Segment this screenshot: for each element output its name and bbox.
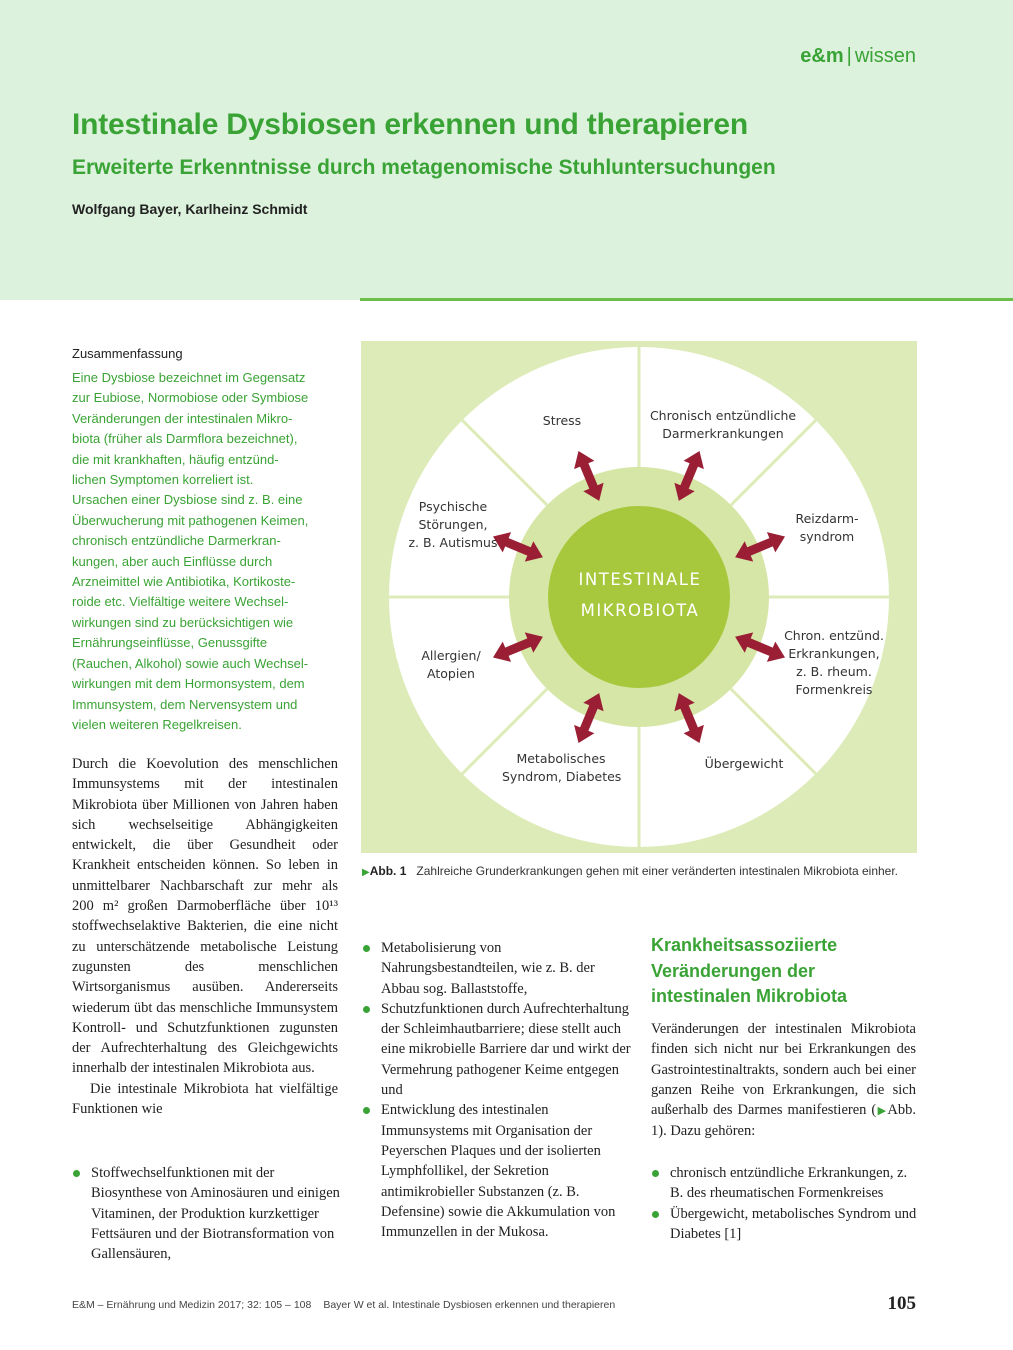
section-heading-line: intestinalen Mikrobiota xyxy=(651,986,848,1006)
function-list-col2 xyxy=(362,938,632,1242)
label-ced xyxy=(648,407,798,443)
body-column-3 xyxy=(651,1019,916,1142)
caption-text: Zahlreiche Grunderkrankungen gehen mit einer veränderten intestinalen Mikrobiota einher. xyxy=(416,864,899,878)
label-metabol xyxy=(502,750,620,786)
center-line-1: INTESTINALE xyxy=(578,570,702,589)
list-item xyxy=(362,999,632,1100)
figure-microbiota-diagram xyxy=(361,341,917,853)
label-line: Übergewicht xyxy=(704,756,784,771)
figure-reference-link[interactable]: Abb. 1 xyxy=(651,1102,916,1140)
article-subtitle: Erweiterte Erkenntnisse durch metagenomische Stuhluntersuchungen xyxy=(72,156,776,179)
abstract-line: vielen weiteren Regelkreisen. xyxy=(72,716,242,732)
label-line: z. B. Autismus xyxy=(408,535,498,550)
footer-journal: E&M – Ernährung und Medizin 2017; 32: 105 – 108 xyxy=(72,1299,312,1311)
list-item xyxy=(72,1163,342,1264)
list-item xyxy=(651,1204,921,1245)
footer-citation: Bayer W et al. Intestinale Dysbiosen erkennen und therapieren xyxy=(323,1299,616,1311)
abstract-line: Überwucherung mit pathogenen Keimen, xyxy=(72,512,309,528)
label-reizdarm xyxy=(782,510,872,546)
abstract-line: Ursachen einer Dysbiose sind z. B. eine xyxy=(72,492,303,508)
label-chron xyxy=(779,627,889,699)
list-item xyxy=(651,1163,921,1204)
center-line-2: MIKROBIOTA xyxy=(580,601,700,620)
abstract-line: Ernährungseinflüsse, Genussgifte xyxy=(72,635,268,651)
figure-ref-marker: ▶ xyxy=(876,1105,888,1118)
label-line: Chron. entzünd. xyxy=(784,628,884,643)
list-item xyxy=(362,1100,632,1242)
label-line: syndrom xyxy=(799,529,855,544)
col3-text-after: ). Dazu gehören: xyxy=(658,1123,756,1140)
label-line: Stress xyxy=(542,413,582,428)
abstract-line: Eine Dysbiose bezeichnet im Gegensatz xyxy=(72,370,306,385)
abstract-line: die mit krankhaften, häufig entzünd- xyxy=(72,451,279,467)
abstract-line: wirkungen mit dem Hormonsystem, dem xyxy=(72,676,305,692)
label-stress xyxy=(529,412,595,430)
label-line: Metabolisches xyxy=(516,751,606,766)
article-authors: Wolfgang Bayer, Karlheinz Schmidt xyxy=(72,201,308,217)
abstract-line: Arzneimittel wie Antibiotika, Kortikoste- xyxy=(72,574,296,590)
label-line: Störungen, xyxy=(418,517,488,532)
list-item-text: Stoffwechselfunktionen mit der Biosynthese von Aminosäuren und einigen Vitaminen, der Produktion kurzkettiger Fettsäuren und der Biotransformation von Gallensäuren, xyxy=(91,1165,340,1263)
label-line: Chronisch entzündliche xyxy=(649,408,797,423)
section-heading-line: Krankheitsassoziierte xyxy=(651,935,838,955)
caption-label: Abb. 1 xyxy=(369,864,407,878)
body-column-1 xyxy=(72,754,338,1119)
abstract-line: Veränderungen der intestinalen Mikro- xyxy=(72,410,293,426)
abstract-line: biota (früher als Darmflora bezeichnet), xyxy=(72,431,298,447)
bullet-icon xyxy=(363,945,370,952)
label-line: Allergien/ xyxy=(421,648,481,663)
body-paragraph-1: Durch die Koevolution des menschlichen Immunsystems mit der intestinalen Mikrobiota über Millionen von Jahren haben sich wechselseitige Abhängigkeiten entwickelt, die über Gesundheit oder Krankheit entscheiden können. So leben in unmittelbarer Nachbarschaft zur mehr als 200 m² großen Darmoberfläche über 10¹³ stoffwechselaktive Bakterien, die eine nicht zu unterschätzende metabolische Leistung zugunsten des menschlichen Wirtsorganismus ausüben. Andererseits wiederum übt das menschliche Immunsystem Kontroll- und Schutzfunktionen zugunsten der Aufrechterhaltung des Gleichgewichts innerhalb der intestinalen Mikrobiota aus. xyxy=(72,756,338,1077)
abstract-line: zur Eubiose, Normobiose oder Symbiose xyxy=(72,390,309,406)
label-line: z. B. rheum. xyxy=(796,664,872,679)
disease-list xyxy=(651,1163,921,1244)
body-paragraph-2: Die intestinale Mikrobiota hat vielfältige Funktionen wie xyxy=(72,1080,338,1118)
abstract-line: Immunsystem, dem Nervensystem und xyxy=(72,696,298,712)
abstract-line: roide etc. Vielfältige weitere Wechsel- xyxy=(72,594,289,610)
abstract-line: wirkungen sind zu berücksichtigen wie xyxy=(72,614,294,630)
page-number: 105 xyxy=(887,1293,916,1314)
brand-separator: | xyxy=(846,45,852,67)
brand-section: wissen xyxy=(854,45,916,67)
abstract-line: lichen Symptomen korreliert ist. xyxy=(72,472,254,488)
label-line: Atopien xyxy=(427,666,475,681)
label-uebergewicht xyxy=(699,755,789,773)
header-rule xyxy=(360,298,1013,301)
abstract-heading: Zusammenfassung xyxy=(72,346,183,361)
bullet-icon xyxy=(652,1211,659,1218)
label-line: Psychische xyxy=(418,499,488,514)
label-line: Formenkreis xyxy=(795,682,873,697)
list-item xyxy=(362,938,632,999)
bullet-icon xyxy=(652,1170,659,1177)
brand-bold: e&m xyxy=(800,45,844,67)
bullet-icon xyxy=(73,1170,80,1177)
label-line: Darmerkrankungen xyxy=(662,426,784,441)
section-heading-line: Veränderungen der xyxy=(651,960,816,981)
label-line: Syndrom, Diabetes xyxy=(502,769,622,784)
list-item-text: chronisch entzündliche Erkrankungen, z. B. des rheumatischen Formenkreises xyxy=(670,1165,908,1202)
label-line: Reizdarm- xyxy=(795,511,859,526)
label-psych xyxy=(407,498,499,552)
abstract-line: (Rauchen, Alkohol) sowie auch Wechsel- xyxy=(72,655,309,671)
label-allergien xyxy=(411,647,491,683)
section-heading xyxy=(651,933,921,1010)
figure-caption xyxy=(362,862,922,882)
caption-marker: ▶ xyxy=(362,867,370,878)
journal-brand xyxy=(800,45,916,68)
abstract-body xyxy=(72,368,342,735)
bullet-icon xyxy=(363,1107,370,1114)
list-item-text: Übergewicht, metabolisches Syndrom und Diabetes [1] xyxy=(670,1205,917,1242)
list-item-text: Metabolisierung von Nahrungsbestandteilen, wie z. B. der Abbau sog. Ballaststoffe, xyxy=(381,940,595,997)
col3-text-before: Veränderungen der intestinalen Mikrobiota finden sich nicht nur bei Erkrankungen des Gastrointestinaltrakts, sondern auch bei einer ganzen Reihe von Erkrankungen, die sich außerhalb des Darmes manifestieren ( xyxy=(651,1021,916,1119)
article-title: Intestinale Dysbiosen erkennen und therapieren xyxy=(72,108,748,141)
bullet-icon xyxy=(363,1006,370,1013)
function-list-col1 xyxy=(72,1163,342,1264)
page-footer xyxy=(72,1299,615,1311)
abstract-line: chronisch entzündliche Darmerkran- xyxy=(72,533,281,549)
label-line: Erkrankungen, xyxy=(788,646,880,661)
abstract-line: kungen, aber auch Einflüsse durch xyxy=(72,553,273,569)
center-label xyxy=(559,564,721,626)
list-item-text: Entwicklung des intestinalen Immunsystems mit Organisation der Peyerschen Plaques und der isolierten Lymphfollikel, der Sekretion antimikrobieller Substanzen (z. B. Defensine) sowie die Akkumulation von Immunzellen in der Mukosa. xyxy=(381,1102,616,1241)
list-item-text: Schutzfunktionen durch Aufrechterhaltung der Schleimhautbarriere; diese stellt auch eine mikrobielle Barriere dar und wirkt der Vermehrung pathogener Keime entgegen und xyxy=(381,1000,631,1099)
